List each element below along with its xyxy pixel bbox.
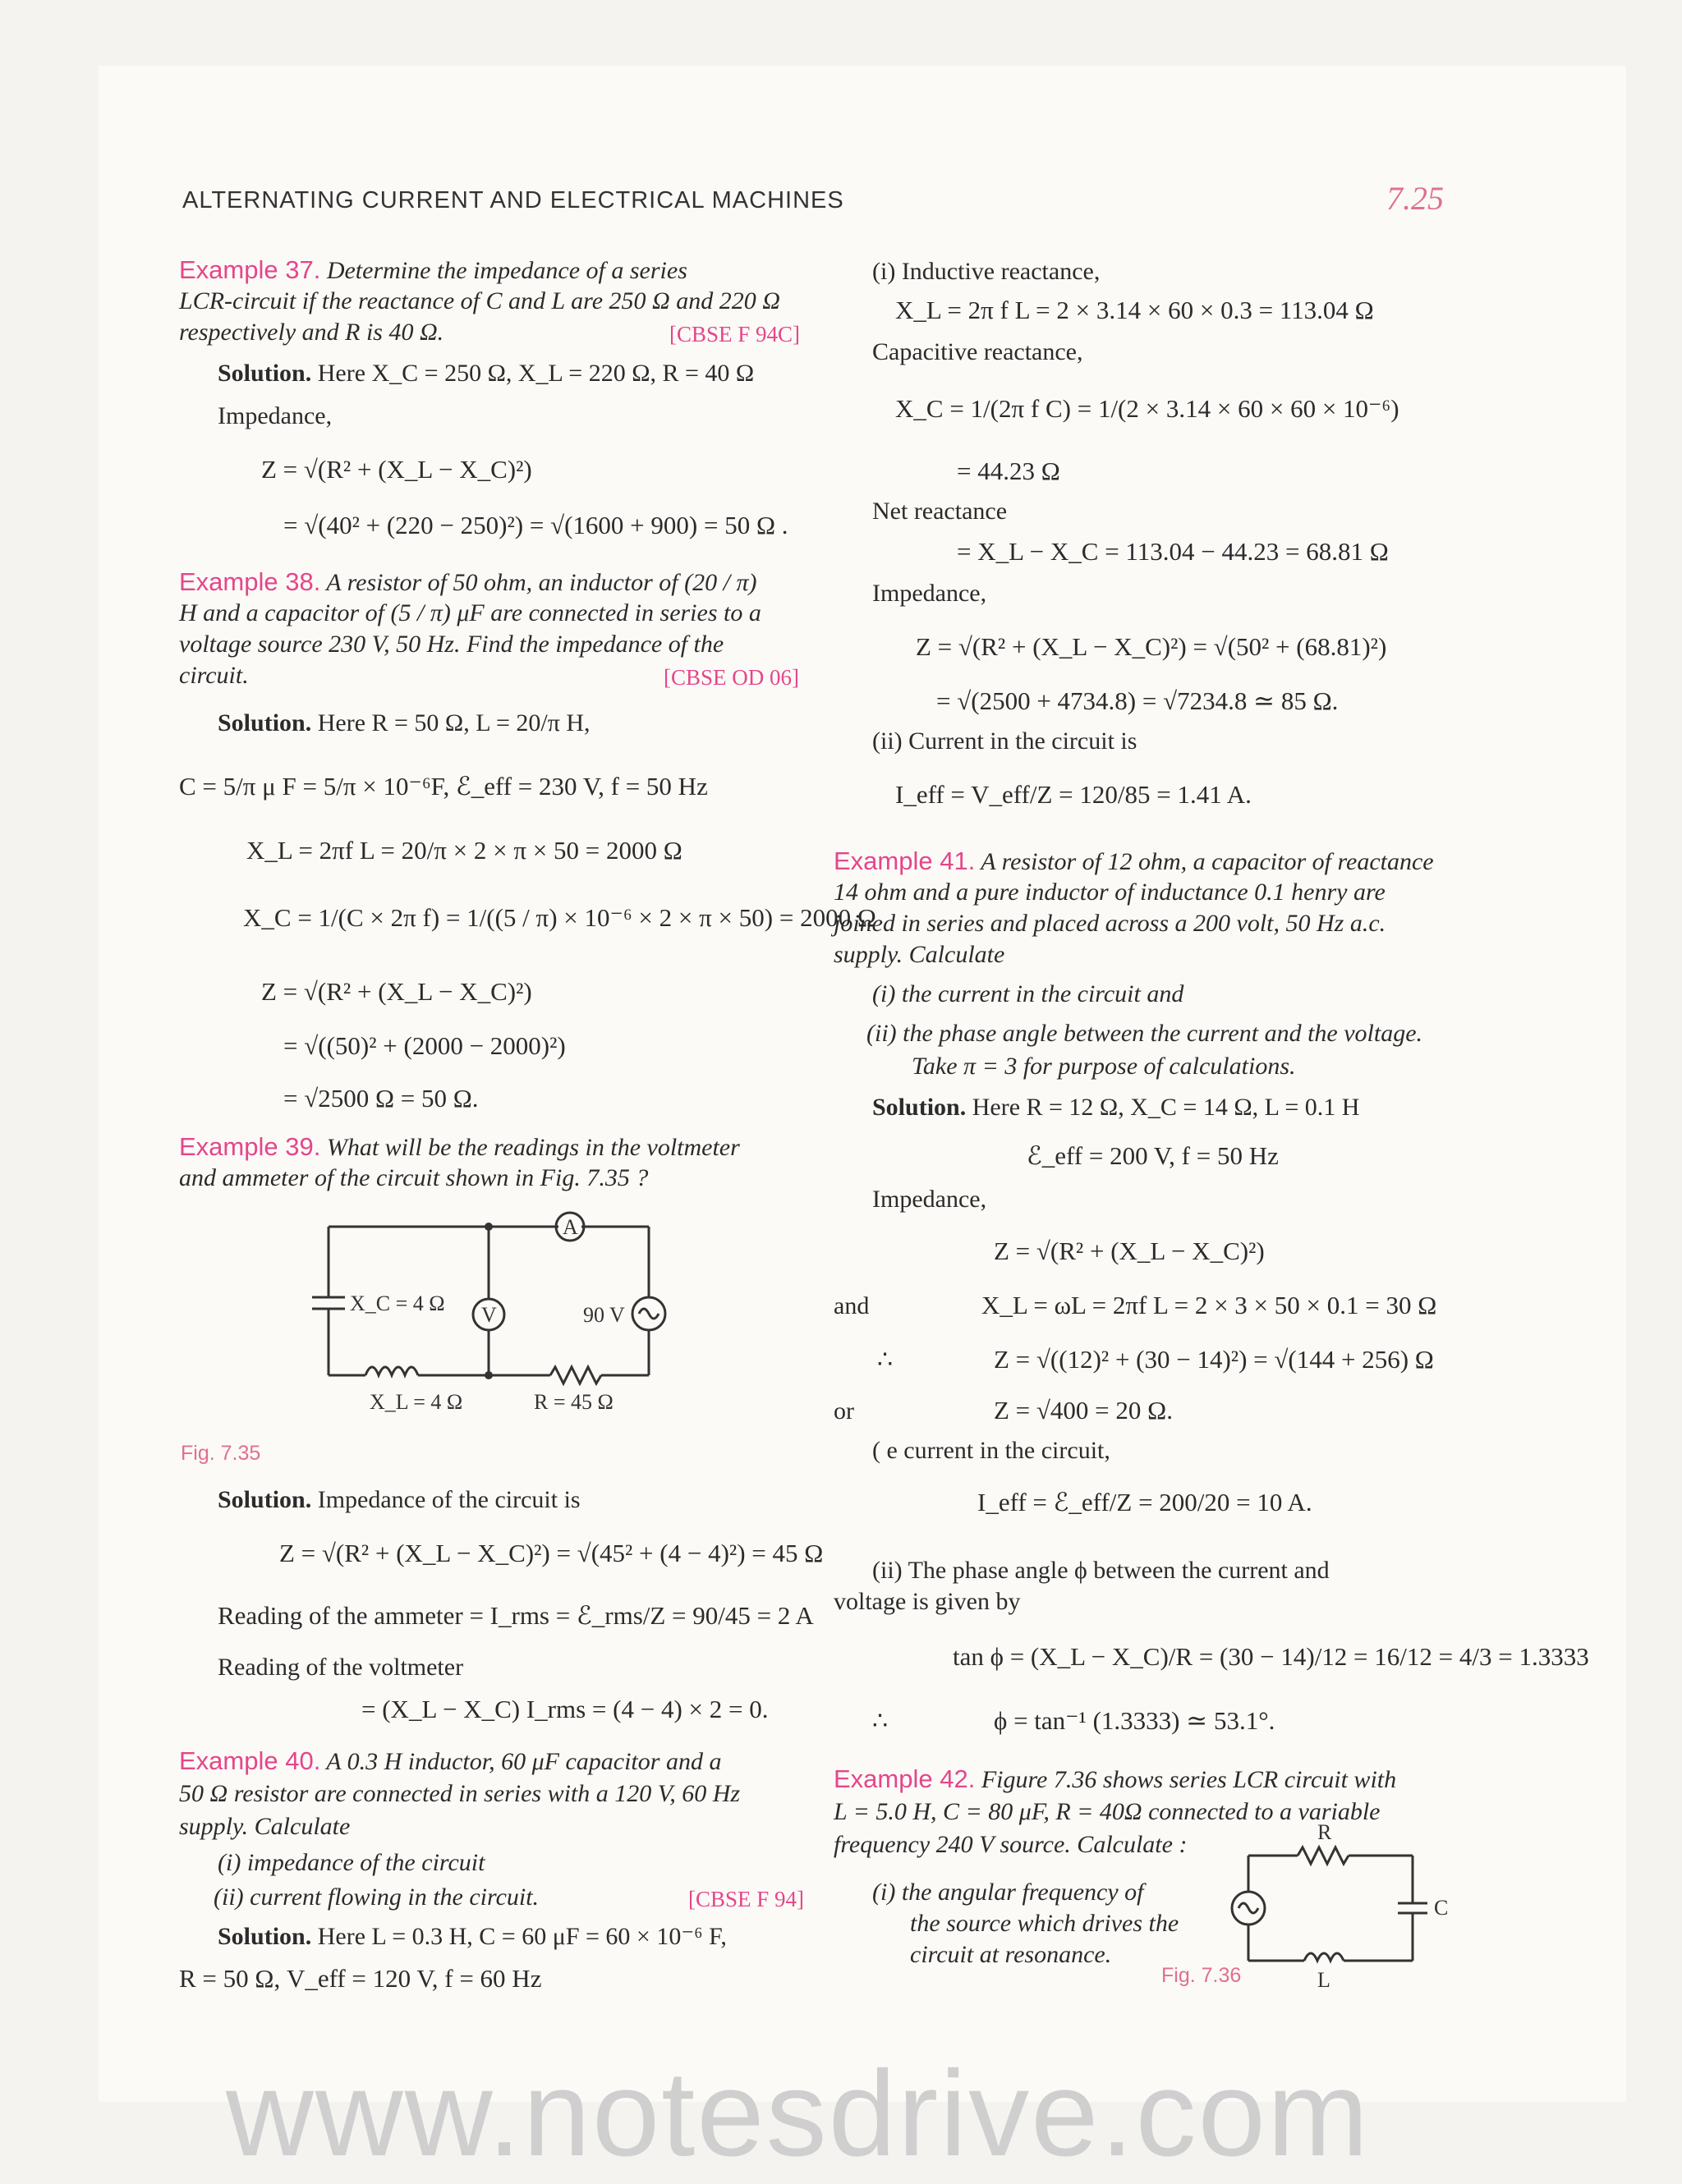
ac-wave (639, 1309, 659, 1319)
example-37-question-line: respectively and R is 40 Ω. (179, 319, 444, 346)
example-38-equation: = √2500 Ω = 50 Ω. (283, 1084, 479, 1113)
example-42-question-line: frequency 240 V source. Calculate : (834, 1831, 1188, 1858)
circuit-fig-7-36 (1224, 1820, 1470, 1992)
example-40-label: Example 40. (179, 1746, 321, 1775)
example-41-equation: tan ϕ = (X_L − X_C)/R = (30 − 14)/12 = 16/12 = 4/3 = 1.3333 (953, 1642, 1589, 1671)
example-39-equation: Z = √(R² + (X_L − X_C)²) = √(45² + (4 − 4)²) = 45 Ω (279, 1539, 824, 1567)
example-38-label: Example 38. (179, 567, 321, 596)
resistor-zigzag (550, 1367, 601, 1383)
ammeter-letter: A (563, 1215, 578, 1239)
example-38-equation: = √((50)² + (2000 − 2000)²) (283, 1031, 566, 1060)
example-39-equation: = (X_L − X_C) I_rms = (4 − 4) × 2 = 0. (361, 1695, 769, 1723)
example-41-solution: Solution. Here R = 12 Ω, X_C = 14 Ω, L = 0.1 H (872, 1094, 1360, 1121)
example-40-step: (i) Inductive reactance, (872, 258, 1101, 285)
example-40-step: (ii) Current in the circuit is (872, 727, 1137, 755)
example-41-question-line: joined in series and placed across a 200 volt, 50 Hz a.c. (834, 910, 1386, 937)
example-37-impedance-label: Impedance, (218, 402, 333, 429)
example-40-step: Impedance, (872, 580, 987, 607)
example-41-equation: I_eff = ℰ_eff/Z = 200/20 = 10 A. (977, 1488, 1312, 1516)
running-title: ALTERNATING CURRENT AND ELECTRICAL MACHINES (182, 187, 844, 213)
junction-dot (485, 1223, 493, 1231)
example-40-solution: Solution. Here L = 0.3 H, C = 60 μF = 60 × 10⁻⁶ F, (218, 1923, 727, 1950)
example-38-solution: Solution. Here R = 50 Ω, L = 20/π H, (218, 709, 591, 736)
r-label: R = 45 Ω (534, 1390, 614, 1414)
example-40-question-line: supply. Calculate (179, 1813, 351, 1840)
example-42-label: Example 42. (834, 1764, 976, 1793)
example-41-question-line: 14 ohm and a pure inductor of inductance 0.1 henry are (834, 879, 1386, 906)
example-38-given: C = 5/π μ F = 5/π × 10⁻⁶F, ℰ_eff = 230 V, f = 50 Hz (179, 772, 708, 801)
c-label: C (1434, 1896, 1449, 1920)
example-40-equation: = X_L − X_C = 113.04 − 44.23 = 68.81 Ω (957, 537, 1389, 566)
example-39-solution: Solution. Impedance of the circuit is (218, 1486, 581, 1513)
junction-dot (485, 1371, 493, 1379)
example-40-equation: = 44.23 Ω (957, 457, 1060, 485)
circuit-fig-7-35 (304, 1207, 673, 1420)
example-41-given: ℰ_eff = 200 V, f = 50 Hz (1027, 1141, 1279, 1170)
example-38-equation: X_C = 1/(C × 2π f) = 1/((5 / π) × 10⁻⁶ × 2 × π × 50) = 2000 Ω (243, 903, 876, 932)
example-37-source: [CBSE F 94C] (669, 322, 801, 346)
example-40-given: R = 50 Ω, V_eff = 120 V, f = 60 Hz (179, 1964, 542, 1993)
example-41-or: or (834, 1397, 854, 1425)
example-38-question-line: H and a capacitor of (5 / π) μF are connected in series to a (179, 599, 761, 626)
xl-label: X_L = 4 Ω (370, 1390, 463, 1414)
example-40-equation: X_L = 2π f L = 2 × 3.14 × 60 × 0.3 = 113.04 Ω (895, 296, 1374, 324)
source-label: 90 V (583, 1303, 625, 1327)
example-42-question-line: the source which drives the (910, 1910, 1179, 1937)
example-40-question: Example 40. A 0.3 H inductor, 60 μF capacitor and a (179, 1746, 722, 1775)
example-38-equation: Z = √(R² + (X_L − X_C)²) (261, 977, 532, 1006)
figure-7-35-caption: Fig. 7.35 (181, 1442, 261, 1465)
example-40-question-line: (ii) current flowing in the circuit. (214, 1883, 540, 1911)
example-37-question-line: LCR-circuit if the reactance of C and L are 250 Ω and 220 Ω (179, 287, 780, 314)
example-41-impedance-label: Impedance, (872, 1186, 987, 1213)
example-40-equation: I_eff = V_eff/Z = 120/85 = 1.41 A. (895, 780, 1252, 809)
example-41-phase-text: voltage is given by (834, 1588, 1021, 1615)
page-number: 7.25 (1386, 180, 1444, 217)
example-41-equation: ϕ = tan⁻¹ (1.3333) ≃ 53.1°. (994, 1706, 1275, 1735)
example-40-step: Capacitive reactance, (872, 338, 1083, 365)
example-38-equation: X_L = 2πf L = 20/π × 2 × π × 50 = 2000 Ω (246, 836, 682, 865)
example-39-voltmeter-label: Reading of the voltmeter (218, 1654, 464, 1681)
example-41-equation: Z = √(R² + (X_L − X_C)²) (994, 1237, 1265, 1265)
example-41-current-label: ( e current in the circuit, (872, 1437, 1110, 1464)
example-42-question-line: L = 5.0 H, C = 80 μF, R = 40Ω connected to a variable (834, 1798, 1381, 1825)
example-40-step: Net reactance (872, 498, 1008, 525)
example-41-equation: Z = √((12)² + (30 − 14)²) = √(144 + 256) Ω (994, 1345, 1434, 1374)
example-38-source: [CBSE OD 06] (664, 665, 800, 690)
example-39-question-line: and ammeter of the circuit shown in Fig. 7.35 ? (179, 1164, 649, 1191)
example-41-and: and (834, 1292, 870, 1319)
example-41-question: Example 41. A resistor of 12 ohm, a capacitor of reactance (834, 847, 1434, 875)
resistor-zigzag (1298, 1847, 1349, 1864)
therefore-symbol: ∴ (877, 1347, 894, 1374)
example-40-equation: = √(2500 + 4734.8) = √7234.8 ≃ 85 Ω. (936, 686, 1339, 715)
example-37-solution: Solution. Here X_C = 250 Ω, X_L = 220 Ω, R = 40 Ω (218, 360, 755, 387)
example-37-label: Example 37. (179, 255, 321, 284)
example-37-equation: Z = √(R² + (X_L − X_C)²) (261, 455, 532, 484)
example-41-label: Example 41. (834, 847, 976, 875)
example-38-question-line: voltage source 230 V, 50 Hz. Find the impedance of the (179, 631, 724, 658)
example-41-equation: X_L = ωL = 2πf L = 2 × 3 × 50 × 0.1 = 30 Ω (981, 1291, 1437, 1319)
example-38-question: Example 38. A resistor of 50 ohm, an inductor of (20 / π) (179, 567, 757, 596)
l-label: L (1317, 1968, 1330, 1992)
example-39-label: Example 39. (179, 1132, 321, 1161)
inductor-coil (365, 1367, 418, 1375)
watermark: www.notesdrive.com (226, 2046, 1371, 2182)
inductor-coil (1304, 1953, 1344, 1961)
example-38-question-line: circuit. (179, 662, 249, 689)
voltmeter-letter: V (481, 1303, 497, 1327)
ac-wave (1239, 1903, 1258, 1913)
example-41-question-line: (i) the current in the circuit and (872, 980, 1184, 1007)
figure-7-36-caption: Fig. 7.36 (1161, 1964, 1242, 1987)
example-42-question: Example 42. Figure 7.36 shows series LCR circuit with (834, 1764, 1397, 1793)
example-37-question: Example 37. Determine the impedance of a series (179, 255, 687, 284)
example-41-phase-text: (ii) The phase angle ϕ between the current and (872, 1557, 1330, 1584)
example-40-question-line: (i) impedance of the circuit (218, 1849, 485, 1876)
example-40-question-line: 50 Ω resistor are connected in series with a 120 V, 60 Hz (179, 1780, 741, 1807)
example-41-question-line: Take π = 3 for purpose of calculations. (912, 1053, 1296, 1080)
example-40-equation: Z = √(R² + (X_L − X_C)²) = √(50² + (68.81)²) (916, 632, 1387, 661)
example-41-question-line: supply. Calculate (834, 941, 1005, 968)
example-41-equation: Z = √400 = 20 Ω. (994, 1396, 1173, 1425)
example-42-question-line: circuit at resonance. (910, 1941, 1112, 1968)
example-42-question-line: (i) the angular frequency of (872, 1879, 1144, 1906)
example-37-equation: = √(40² + (220 − 250)²) = √(1600 + 900) = 50 Ω . (283, 511, 788, 539)
xc-label: X_C = 4 Ω (350, 1292, 445, 1315)
r-label: R (1317, 1820, 1332, 1844)
example-41-question-line: (ii) the phase angle between the current and the voltage. (866, 1020, 1423, 1047)
example-40-equation: X_C = 1/(2π f C) = 1/(2 × 3.14 × 60 × 60 × 10⁻⁶) (895, 394, 1399, 423)
example-40-source: [CBSE F 94] (688, 1887, 805, 1911)
example-39-equation: Reading of the ammeter = I_rms = ℰ_rms/Z = 90/45 = 2 A (218, 1601, 814, 1630)
therefore-symbol: ∴ (872, 1708, 889, 1735)
example-39-question: Example 39. What will be the readings in the voltmeter (179, 1132, 740, 1161)
